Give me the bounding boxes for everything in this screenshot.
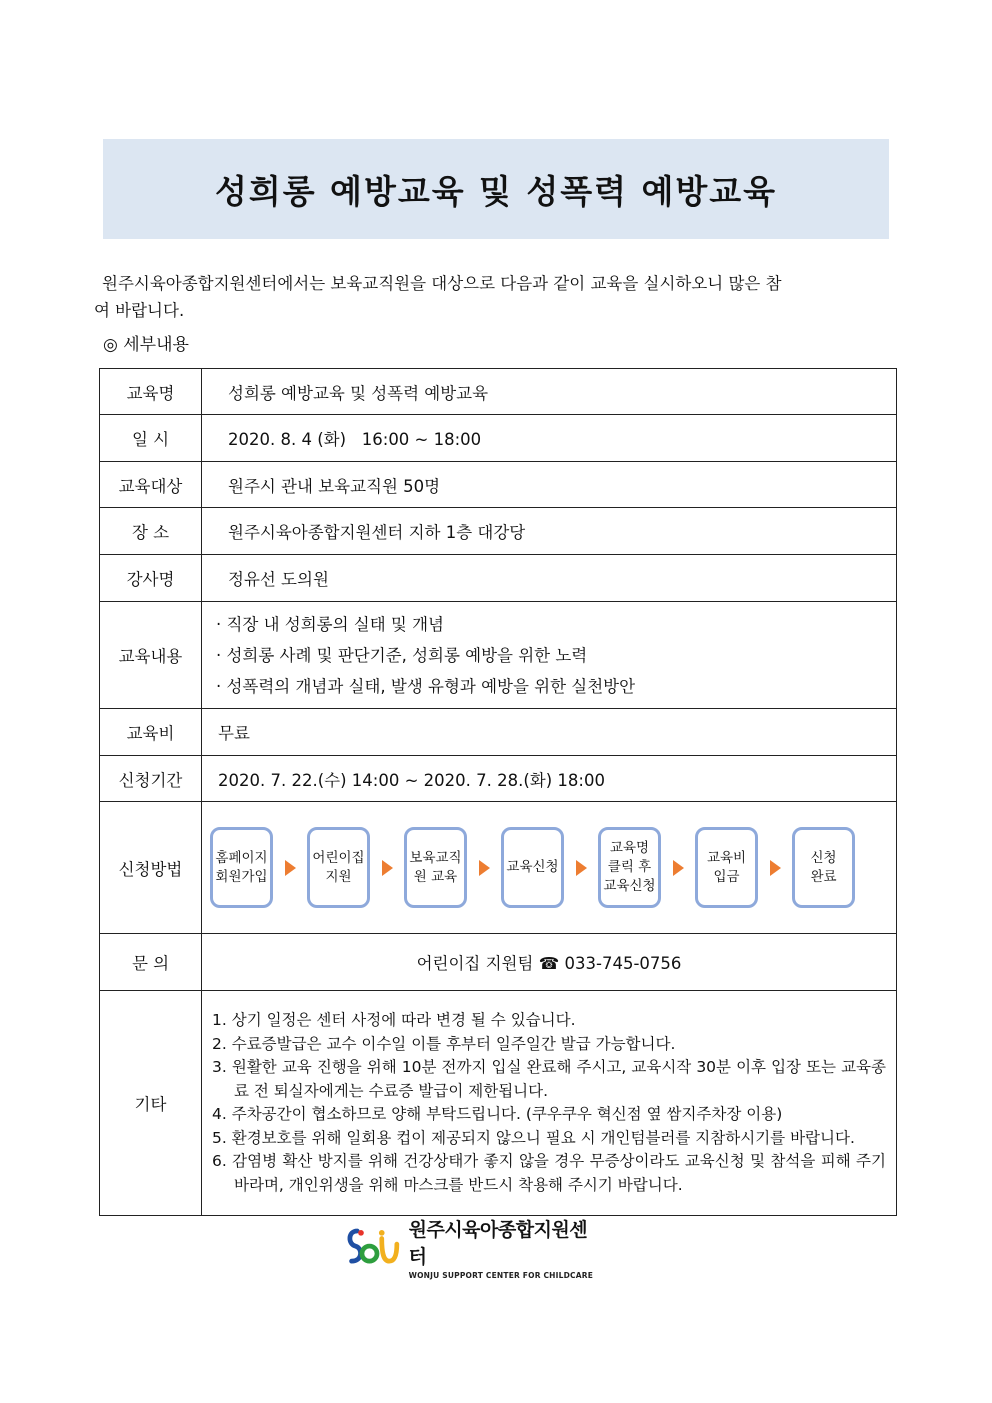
step-text: 보육교직 — [409, 849, 462, 866]
step-signup — [210, 827, 273, 908]
note-item: 3. 원활한 교육 진행을 위해 10분 전까지 입실 완료해 주시고, 교육시작 30분 이후 입장 또는 교육종료 전 퇴실자에게는 수료증 발급이 제한됩니다. — [212, 1058, 886, 1100]
step-text: 입금 — [713, 868, 740, 885]
step-apply — [501, 827, 564, 908]
contact-team: 어린이집 지원팀 — [416, 954, 534, 973]
step-text: 원 교육 — [413, 868, 458, 885]
application-flow — [202, 827, 896, 908]
arrow-right-icon — [382, 860, 393, 876]
step-select-course — [598, 827, 661, 908]
logo-name-en: WONJU SUPPORT CENTER FOR CHILDCARE — [408, 1270, 594, 1280]
step-text: 교육명 — [609, 840, 650, 856]
label-fee: 교육비 — [100, 709, 202, 756]
note-item: 6. 감염병 확산 방지를 위해 건강상태가 좋지 않을 경우 무증상이라도 교육신청 및 참석을 피해 주기 바라며, 개인위생을 위해 마스크를 반드시 착용해 주시기 바랍니다. — [212, 1152, 886, 1194]
step-text: 교육신청 — [603, 878, 656, 894]
center-logo — [344, 1218, 594, 1280]
step-text: 회원가입 — [215, 868, 268, 885]
label-etc: 기타 — [100, 991, 202, 1216]
intro-text — [94, 270, 897, 324]
step-complete — [792, 827, 855, 908]
step-text: 클릭 후 — [607, 859, 652, 875]
row-lecturer — [100, 555, 897, 602]
row-place — [100, 508, 897, 555]
note-item: 5. 환경보호를 위해 일회용 컵이 제공되지 않으니 필요 시 개인텀블러를 지참하시기를 바랍니다. — [212, 1128, 855, 1147]
label-target: 교육대상 — [100, 462, 202, 508]
step-text: 홈페이지 — [215, 849, 268, 866]
arrow-right-icon — [673, 860, 684, 876]
logo-name-ko: 원주시육아종합지원센터 — [408, 1218, 588, 1268]
notes-list — [202, 1004, 896, 1202]
intro-line-2: 여 바랍니다. — [94, 301, 185, 320]
row-target — [100, 462, 897, 508]
arrow-right-icon — [285, 860, 296, 876]
row-contact — [100, 934, 897, 991]
value-place: 원주시육아종합지원센터 지하 1층 대강당 — [202, 508, 897, 555]
row-fee — [100, 709, 897, 756]
step-text: 교육비 — [706, 849, 747, 866]
row-method — [100, 802, 897, 934]
step-payment — [695, 827, 758, 908]
note-item: 4. 주차공간이 협소하므로 양해 부탁드립니다. (쿠우쿠우 혁신점 옆 쌈지주차장 이용) — [212, 1105, 783, 1123]
arrow-right-icon — [576, 860, 587, 876]
intro-line-1: 원주시육아종합지원센터에서는 보육교직원을 대상으로 다음과 같이 교육을 실시하오니 많은 참 — [102, 274, 782, 293]
step-text: 어린이집 — [312, 849, 365, 866]
details-table — [99, 368, 897, 1216]
arrow-right-icon — [770, 860, 781, 876]
label-period: 신청기간 — [100, 756, 202, 802]
step-text: 신청 — [810, 849, 837, 866]
content-item: · 성희롱 사례 및 판단기준, 성희롱 예방을 위한 노력 — [216, 645, 588, 665]
label-lecturer: 강사명 — [100, 555, 202, 602]
note-item: 1. 상기 일정은 센터 사정에 따라 변경 될 수 있습니다. — [212, 1011, 576, 1029]
label-method: 신청방법 — [100, 802, 202, 934]
label-name: 교육명 — [100, 369, 202, 415]
value-datetime: 2020. 8. 4 (화) 16:00 ~ 18:00 — [202, 415, 897, 462]
value-lecturer: 정유선 도의원 — [202, 555, 897, 602]
arrow-right-icon — [479, 860, 490, 876]
step-text: 교육신청 — [506, 859, 559, 875]
label-content: 교육내용 — [100, 602, 202, 709]
title-banner — [103, 139, 889, 239]
value-fee: 무료 — [202, 709, 897, 756]
value-name: 성희롱 예방교육 및 성폭력 예방교육 — [202, 369, 897, 415]
note-item: 2. 수료증발급은 교수 이수일 이틀 후부터 일주일간 발급 가능합니다. — [212, 1034, 676, 1053]
row-period — [100, 756, 897, 802]
page-title: 성희롱 예방교육 및 성폭력 예방교육 — [214, 171, 778, 211]
logo-mark-icon — [344, 1224, 401, 1270]
content-item: · 성폭력의 개념과 실태, 발생 유형과 예방을 위한 실천방안 — [216, 676, 636, 696]
value-period: 2020. 7. 22.(수) 14:00 ~ 2020. 7. 28.(화) 18:00 — [202, 756, 897, 802]
step-staff-education — [404, 827, 467, 908]
label-datetime: 일 시 — [100, 415, 202, 462]
label-contact: 문 의 — [100, 934, 202, 991]
step-text: 완료 — [810, 868, 837, 885]
label-place: 장 소 — [100, 508, 202, 555]
value-method — [202, 802, 897, 934]
step-daycare-support — [307, 827, 370, 908]
value-contact — [202, 934, 897, 991]
row-content — [100, 602, 897, 709]
value-etc — [202, 991, 897, 1216]
row-datetime — [100, 415, 897, 462]
row-etc — [100, 991, 897, 1216]
content-item: · 직장 내 성희롱의 실태 및 개념 — [216, 614, 444, 634]
contact-phone: 033-745-0756 — [564, 954, 682, 973]
section-heading: ◎ 세부내용 — [103, 335, 189, 355]
value-content — [202, 602, 897, 709]
step-text: 지원 — [325, 868, 352, 885]
phone-icon: ☎ — [538, 954, 560, 973]
value-target: 원주시 관내 보육교직원 50명 — [202, 462, 897, 508]
row-name — [100, 369, 897, 415]
